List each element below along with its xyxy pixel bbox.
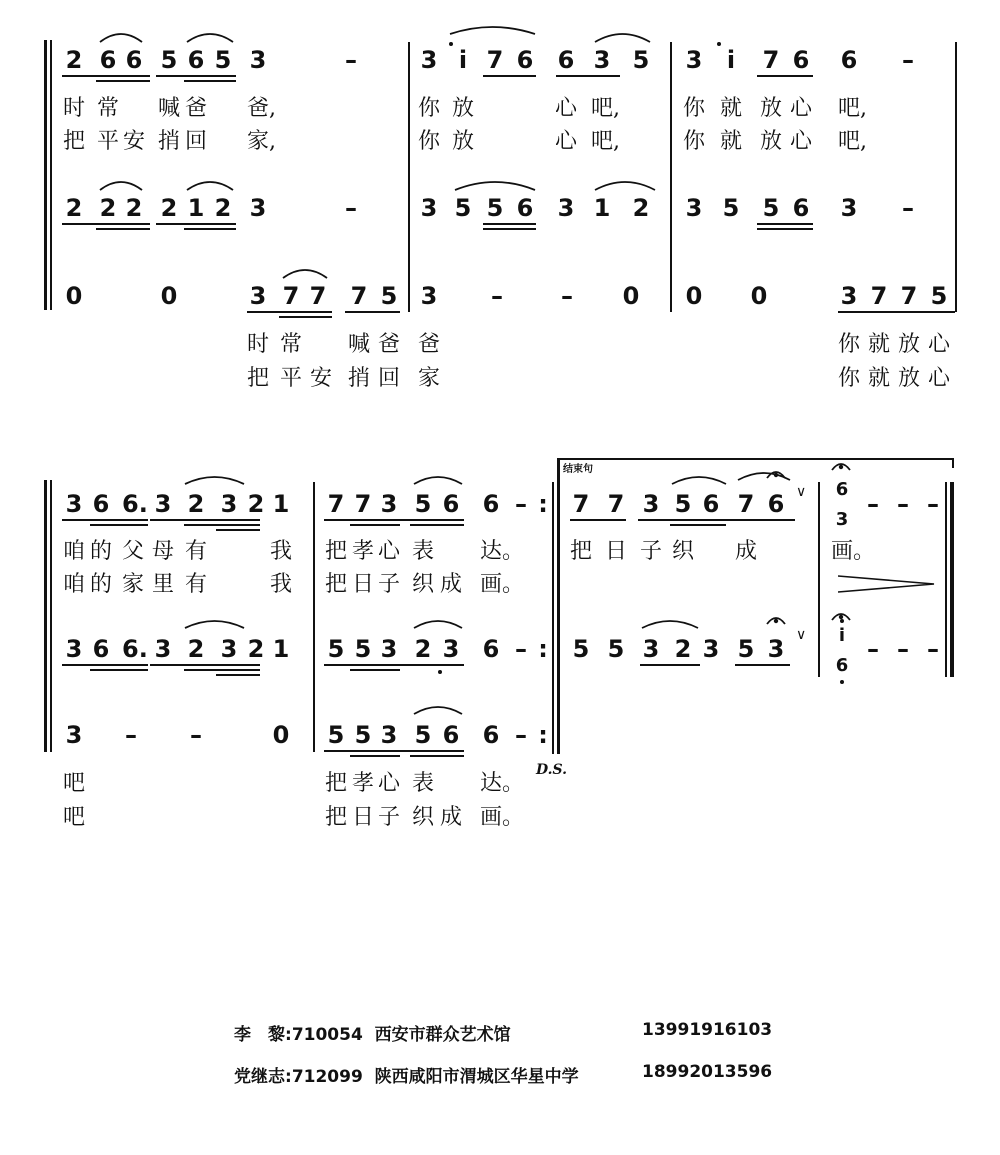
contact-line-1 (234, 1020, 511, 1045)
notation-note: 3 (380, 490, 398, 518)
lyric-syllable: 回 (185, 129, 208, 154)
notation-note: 6. (122, 490, 148, 518)
lyric-syllable: 咱 (63, 572, 86, 597)
slur (414, 707, 462, 714)
lyric-syllable: 日 (352, 805, 375, 830)
notation-note: 3 (249, 46, 267, 74)
slur (595, 182, 655, 190)
notation-note: 3 (249, 194, 267, 222)
beam-underline (90, 524, 148, 526)
slur (450, 27, 535, 34)
beam-underline (757, 223, 813, 225)
notation-note: 3 (420, 282, 438, 310)
notation-note: 5 (354, 721, 372, 749)
notation-note: 5 (327, 635, 345, 663)
notation-note: 3 (420, 194, 438, 222)
notation-note: – (867, 635, 879, 663)
lyric-syllable: 画。 (480, 572, 525, 597)
slur (100, 182, 142, 190)
contact-phone: 13991916103 (642, 1020, 773, 1040)
notation-note: 5 (737, 635, 755, 663)
lyric-syllable: 的 (90, 572, 113, 597)
beam-underline (483, 223, 536, 225)
contact-line-2 (234, 1062, 579, 1087)
notation-note: 0 (272, 721, 290, 749)
slur (187, 34, 233, 42)
notation-note: – (867, 490, 879, 518)
lyric-syllable: 吧, (838, 129, 867, 154)
lyric-syllable: 心 (928, 332, 951, 357)
contact-code: 710054 (291, 1025, 363, 1045)
notation-note: – (345, 46, 357, 74)
fermata-dot (774, 473, 778, 477)
notation-note: 2 (99, 194, 117, 222)
notation-note: 3 (557, 194, 575, 222)
breath-mark: ∨ (796, 627, 807, 643)
lyric-syllable: 心 (555, 96, 578, 121)
notation-note: – (927, 490, 939, 518)
lyric-syllable: 画。 (480, 805, 525, 830)
lyric-syllable: 表 (412, 539, 435, 564)
breath-mark: ∨ (796, 484, 807, 500)
beam-underline (410, 755, 464, 757)
contact-phone: 18992013596 (642, 1062, 773, 1082)
beam-underline (324, 664, 464, 666)
slur (595, 34, 650, 42)
notation-note: 5 (632, 46, 650, 74)
octave-dot (717, 42, 721, 46)
notation-note: 7 (762, 46, 780, 74)
notation-note: 5 (160, 46, 178, 74)
notation-note: 7 (350, 282, 368, 310)
slur (642, 621, 698, 628)
lyric-syllable: 成 (440, 805, 463, 830)
lyric-syllable: 吧, (838, 96, 867, 121)
lyric-syllable: 有 (185, 539, 208, 564)
notation-note: 7 (900, 282, 918, 310)
slur (672, 477, 726, 484)
slur (185, 477, 244, 484)
ending-label: 结束句 (563, 464, 593, 475)
lyric-syllable: 喊 (348, 332, 371, 357)
octave-dot (840, 680, 844, 684)
notation-note: 2 (247, 635, 265, 663)
notation-note: 2 (414, 635, 432, 663)
notation-note: : (538, 635, 548, 663)
beam-underline (350, 524, 400, 526)
lyric-syllable: 有 (185, 572, 208, 597)
lyric-syllable: 心 (378, 771, 401, 796)
beam-underline (216, 674, 260, 676)
notation-note: – (125, 721, 137, 749)
lyric-syllable: 父 (122, 539, 145, 564)
lyric-syllable: 捎 (158, 129, 181, 154)
contact-name: 李 黎: (234, 1025, 292, 1045)
notation-note: 3 (685, 194, 703, 222)
beam-underline (184, 669, 260, 671)
notation-note: 1 (272, 490, 290, 518)
notation-note: 5 (486, 194, 504, 222)
beam-underline (483, 228, 536, 230)
notation-note: 5 (414, 721, 432, 749)
notation-note: 5 (607, 635, 625, 663)
lyric-syllable: 时 (247, 332, 270, 357)
beam-underline (350, 669, 400, 671)
beam-underline (838, 311, 955, 313)
lyric-syllable: 孝 (352, 771, 375, 796)
notation-note: 7 (327, 490, 345, 518)
notation-note: 3 (154, 490, 172, 518)
lyric-syllable: 爸, (247, 96, 276, 121)
lyric-syllable: 心 (378, 539, 401, 564)
lyric-syllable: 成 (735, 539, 758, 564)
notation-note: 5 (354, 635, 372, 663)
notation-note: 1 (187, 194, 205, 222)
slur (187, 182, 233, 190)
octave-dot (840, 619, 844, 623)
lyric-syllable: 子 (378, 572, 401, 597)
notation-note: 3 (840, 194, 858, 222)
beam-underline (96, 80, 150, 82)
notation-note: 3 (685, 46, 703, 74)
notation-note: 3 (220, 635, 238, 663)
beam-underline (279, 316, 332, 318)
lyric-syllable: 安 (123, 129, 146, 154)
slur (185, 621, 244, 628)
lyric-syllable: 放 (452, 129, 475, 154)
notation-note: 2 (160, 194, 178, 222)
beam-underline (757, 75, 813, 77)
notation-note: 5 (722, 194, 740, 222)
notation-note: – (902, 194, 914, 222)
notation-note: 2 (65, 194, 83, 222)
notation-note: 6. (122, 635, 148, 663)
notation-note: 2 (674, 635, 692, 663)
notation-note: 5 (214, 46, 232, 74)
notation-note: 3 (835, 509, 849, 530)
lyric-syllable: 把 (325, 771, 348, 796)
notation-note: – (190, 721, 202, 749)
notation-note: 5 (380, 282, 398, 310)
beam-underline (150, 519, 260, 521)
lyric-syllable: 把 (325, 539, 348, 564)
beam-underline (324, 750, 464, 752)
lyric-syllable: 你 (838, 366, 861, 391)
ds-mark: D.S. (536, 762, 568, 778)
fermata-dot (774, 619, 778, 623)
notation-note: 2 (187, 490, 205, 518)
notation-note: 2 (125, 194, 143, 222)
lyric-syllable: 你 (683, 129, 706, 154)
notation-note: 6 (835, 655, 849, 676)
notation-note: 3 (65, 635, 83, 663)
lyric-syllable: 织 (412, 572, 435, 597)
notation-note: 3 (420, 46, 438, 74)
notation-note: 5 (762, 194, 780, 222)
lyric-syllable: 织 (672, 539, 695, 564)
lyric-syllable: 爸 (185, 96, 208, 121)
beam-underline (640, 664, 700, 666)
lyric-syllable: 回 (378, 366, 401, 391)
beam-underline (324, 519, 464, 521)
notation-note: – (515, 721, 527, 749)
lyric-syllable: 爸 (378, 332, 401, 357)
notation-note: 2 (632, 194, 650, 222)
notation-note: – (897, 490, 909, 518)
lyric-syllable: 放 (760, 129, 783, 154)
notation-note: 6 (442, 490, 460, 518)
notation-note: – (927, 635, 939, 663)
notation-note: 2 (187, 635, 205, 663)
lyric-syllable: 把 (570, 539, 593, 564)
lyric-syllable: 达。 (480, 771, 525, 796)
lyric-syllable: 就 (720, 96, 743, 121)
beam-underline (638, 519, 795, 521)
lyric-syllable: 心 (790, 129, 813, 154)
beam-underline (350, 755, 400, 757)
notation-note: 6 (92, 490, 110, 518)
beam-underline (184, 524, 260, 526)
lyric-syllable: 我 (270, 572, 293, 597)
slur (414, 621, 462, 628)
lyric-syllable: 放 (760, 96, 783, 121)
slur (283, 270, 327, 278)
notation-note: i (838, 625, 846, 646)
lyric-syllable: 心 (555, 129, 578, 154)
lyric-syllable: 家, (247, 129, 276, 154)
lyric-syllable: 心 (928, 366, 951, 391)
lyric-syllable: 你 (683, 96, 706, 121)
notation-note: 5 (327, 721, 345, 749)
lyric-syllable: 把 (325, 805, 348, 830)
notation-note: 7 (870, 282, 888, 310)
notation-note: 3 (380, 721, 398, 749)
beam-underline (156, 75, 236, 77)
lyric-syllable: 平 (97, 129, 120, 154)
notation-note: 3 (593, 46, 611, 74)
notation-note: 0 (685, 282, 703, 310)
lyric-syllable: 喊 (158, 96, 181, 121)
lyric-syllable: 日 (605, 539, 628, 564)
notation-note: 3 (642, 635, 660, 663)
notation-note: 6 (557, 46, 575, 74)
lyric-syllable: 母 (152, 539, 175, 564)
slur (414, 477, 462, 484)
notation-note: – (515, 635, 527, 663)
notation-note: 3 (767, 635, 785, 663)
beam-underline (410, 524, 464, 526)
notation-note: : (538, 721, 548, 749)
beam-underline (184, 228, 236, 230)
notation-note: 6 (125, 46, 143, 74)
notation-note: 3 (840, 282, 858, 310)
notation-note: 6 (702, 490, 720, 518)
beam-underline (757, 228, 813, 230)
lyric-syllable: 吧, (591, 129, 620, 154)
notation-note: 5 (930, 282, 948, 310)
beam-underline (570, 519, 626, 521)
notation-note: – (897, 635, 909, 663)
notation-note: 0 (160, 282, 178, 310)
lyric-syllable: 我 (270, 539, 293, 564)
notation-note: 6 (482, 635, 500, 663)
notation-note: 7 (309, 282, 327, 310)
notation-note: 1 (272, 635, 290, 663)
notation-note: 6 (767, 490, 785, 518)
notation-note: 0 (750, 282, 768, 310)
notation-note: 3 (249, 282, 267, 310)
beam-underline (96, 228, 150, 230)
contact-code: 712099 (291, 1067, 363, 1087)
lyric-syllable: 吧 (63, 771, 86, 796)
lyric-syllable: 常 (97, 96, 120, 121)
notation-note: 3 (442, 635, 460, 663)
lyric-syllable: 孝 (352, 539, 375, 564)
contact-place: 陕西咸阳市渭城区华星中学 (374, 1067, 579, 1087)
lyric-syllable: 的 (90, 539, 113, 564)
lyric-syllable: 捎 (348, 366, 371, 391)
lyric-syllable: 爸 (418, 332, 441, 357)
lyric-syllable: 日 (352, 572, 375, 597)
notation-note: – (561, 282, 573, 310)
notation-note: 3 (220, 490, 238, 518)
notation-note: 2 (214, 194, 232, 222)
notation-note: 7 (282, 282, 300, 310)
notation-note: 6 (516, 46, 534, 74)
notation-note: i (726, 46, 736, 74)
beam-underline (184, 80, 236, 82)
lyric-syllable: 把 (247, 366, 270, 391)
notation-note: 1 (593, 194, 611, 222)
notation-note: 3 (65, 721, 83, 749)
lyric-syllable: 你 (418, 96, 441, 121)
octave-dot (449, 42, 453, 46)
notation-note: 6 (792, 46, 810, 74)
notation-note: 3 (702, 635, 720, 663)
notation-note: 2 (247, 490, 265, 518)
notation-note: : (538, 490, 548, 518)
notation-note: 0 (65, 282, 83, 310)
lyric-syllable: 就 (720, 129, 743, 154)
lyric-syllable: 你 (418, 129, 441, 154)
contact-name: 党继志: (234, 1067, 292, 1087)
slur (455, 182, 535, 190)
notation-note: 5 (572, 635, 590, 663)
octave-dot (438, 670, 442, 674)
lyric-syllable: 安 (310, 366, 333, 391)
fermata-dot (839, 465, 843, 469)
notation-note: 2 (65, 46, 83, 74)
notation-note: – (902, 46, 914, 74)
beam-underline (62, 223, 150, 225)
notation-note: 5 (674, 490, 692, 518)
slur (100, 34, 142, 42)
beam-underline (156, 223, 236, 225)
beam-underline (556, 75, 620, 77)
lyric-syllable: 常 (280, 332, 303, 357)
notation-note: 3 (65, 490, 83, 518)
notation-note: 7 (737, 490, 755, 518)
lyric-syllable: 放 (452, 96, 475, 121)
lyric-syllable: 放 (898, 332, 921, 357)
beam-underline (62, 664, 148, 666)
lyric-syllable: 里 (152, 572, 175, 597)
notation-note: 7 (572, 490, 590, 518)
lyric-syllable: 成 (440, 572, 463, 597)
beam-underline (483, 75, 536, 77)
lyric-syllable: 把 (63, 129, 86, 154)
beam-underline (216, 529, 260, 531)
lyric-syllable: 子 (640, 539, 663, 564)
notation-note: – (491, 282, 503, 310)
notation-note: 6 (442, 721, 460, 749)
notation-note: 6 (482, 721, 500, 749)
beam-underline (90, 669, 148, 671)
lyric-syllable: 你 (838, 332, 861, 357)
lyric-syllable: 就 (868, 332, 891, 357)
notation-note: – (345, 194, 357, 222)
lyric-syllable: 时 (63, 96, 86, 121)
lyric-syllable: 咱 (63, 539, 86, 564)
lyric-syllable: 表 (412, 771, 435, 796)
notation-note: 6 (187, 46, 205, 74)
lyric-syllable: 心 (790, 96, 813, 121)
lyric-syllable: 吧, (591, 96, 620, 121)
lyric-syllable: 子 (378, 805, 401, 830)
contact-place: 西安市群众艺术馆 (374, 1025, 511, 1045)
notation-note: 6 (792, 194, 810, 222)
notation-note: 6 (840, 46, 858, 74)
notation-note: 6 (835, 479, 849, 500)
notation-note: 5 (454, 194, 472, 222)
notation-note: 0 (622, 282, 640, 310)
lyric-syllable: 达。 (480, 539, 525, 564)
lyric-syllable: 就 (868, 366, 891, 391)
lyric-syllable: 画。 (831, 539, 876, 564)
beam-underline (62, 519, 148, 521)
notation-note: 6 (92, 635, 110, 663)
beam-underline (345, 311, 400, 313)
notation-note: 6 (99, 46, 117, 74)
notation-note: 7 (486, 46, 504, 74)
beam-underline (150, 664, 260, 666)
lyric-syllable: 吧 (63, 805, 86, 830)
notation-note: 3 (380, 635, 398, 663)
lyric-syllable: 织 (412, 805, 435, 830)
notation-note: 7 (354, 490, 372, 518)
beam-underline (670, 524, 726, 526)
lyric-syllable: 平 (280, 366, 303, 391)
notation-note: – (515, 490, 527, 518)
notation-note: 6 (482, 490, 500, 518)
notation-note: 7 (607, 490, 625, 518)
notation-note: 5 (414, 490, 432, 518)
lyric-syllable: 把 (325, 572, 348, 597)
lyric-syllable: 放 (898, 366, 921, 391)
beam-underline (247, 311, 332, 313)
lyric-syllable: 家 (122, 572, 145, 597)
notation-note: i (458, 46, 468, 74)
beam-underline (735, 664, 790, 666)
notation-note: 3 (642, 490, 660, 518)
lyric-syllable: 家 (418, 366, 441, 391)
notation-note: 3 (154, 635, 172, 663)
notation-note: 6 (516, 194, 534, 222)
beam-underline (62, 75, 150, 77)
